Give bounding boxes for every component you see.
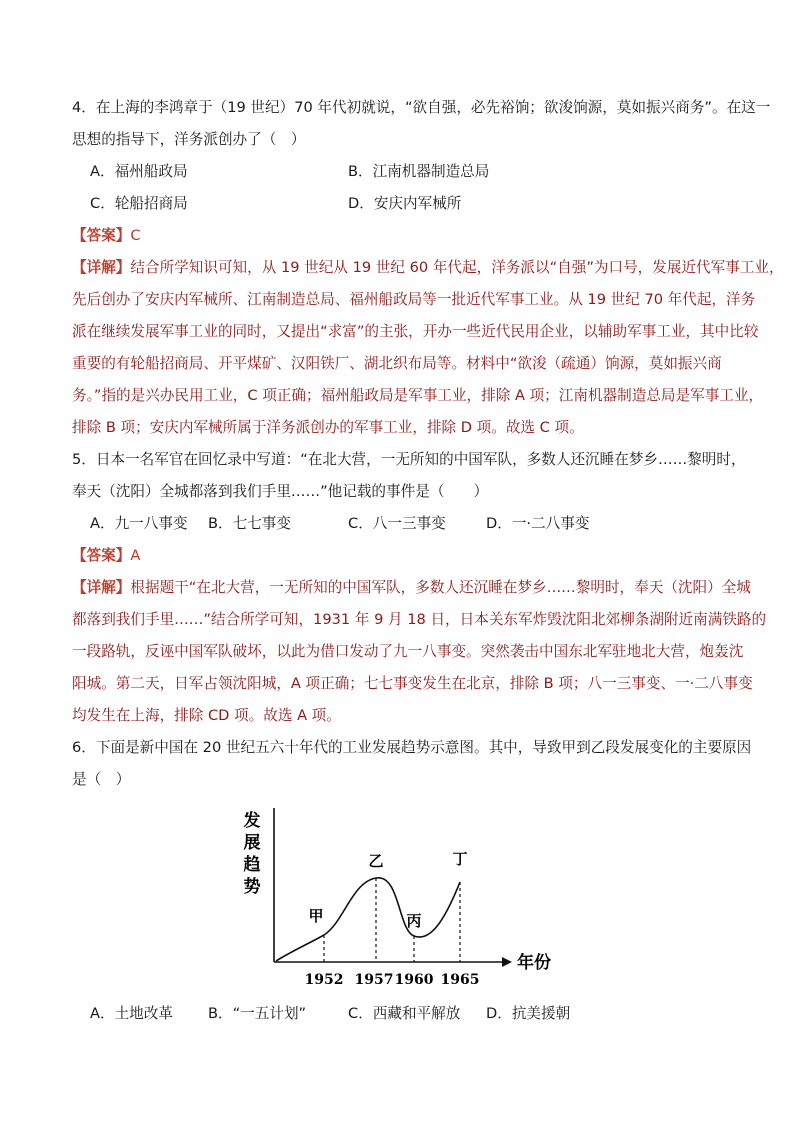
q6-stem-line1: 6．下面是新中国在 20 世纪五六十年代的工业发展趋势示意图。其中，导致甲到乙段发展变化的主要原因	[72, 739, 752, 756]
trend-chart-svg	[232, 798, 552, 998]
point-label-bing: 丙	[406, 912, 422, 930]
q5-stem-line1: 5．日本一名军官在回忆录中写道：“在北大营，一无所知的中国军队，多数人还沉睡在梦乡……黎明时，	[72, 451, 746, 468]
q4-options-row1	[72, 156, 732, 188]
q5-option-b: B．七七事变	[208, 515, 291, 532]
q6-stem-line2: 是（ ）	[72, 771, 131, 788]
trend-curve	[276, 878, 460, 961]
x-label: 年份	[517, 953, 551, 973]
q6-option-b: B．“一五计划”	[208, 1005, 307, 1022]
q4-option-d: D．安庆内军械所	[348, 195, 462, 212]
q4-stem-line2: 思想的指导下，洋务派创办了（ ）	[72, 131, 306, 148]
x-tick-1960: 1960	[394, 972, 434, 988]
q5-options-row	[72, 508, 732, 540]
q6-option-a: A．土地改革	[90, 1005, 173, 1022]
q4-option-c: C．轮船招商局	[90, 195, 188, 212]
x-tick-1965: 1965	[440, 972, 480, 988]
point-label-ding: 丁	[452, 850, 468, 868]
q5-detail-line1	[72, 572, 751, 604]
q5-answer-tag: 【答案】	[72, 547, 131, 564]
q6-option-c: C．西藏和平解放	[348, 1005, 461, 1022]
q4-detail-tag: 【详解】	[72, 259, 131, 276]
q4-answer-value: C	[130, 227, 141, 244]
q4-answer	[72, 220, 732, 252]
q5-detail-line5: 均发生在上海，排除 CD 项。故选 A 项。	[72, 707, 341, 724]
q6-option-d: D．抗美援朝	[486, 1005, 571, 1022]
q4-options-row2	[72, 188, 732, 220]
q4-detail-line2: 先后创办了安庆内军械所、江南制造总局、福州船政局等一批近代军事工业。从 19 世纪 70 年代起，洋务	[72, 291, 756, 308]
y-label-char-3: 趋	[243, 855, 261, 875]
document-page	[72, 92, 784, 1030]
x-tick-1952: 1952	[304, 972, 344, 988]
q5-detail-line4: 阳城。第二天，日军占领沈阳城，A 项正确；七七事变发生在北京，排除 B 项；八一三事变、一·二八事变	[72, 675, 753, 692]
y-label-char-4: 势	[243, 877, 261, 897]
q5-option-d: D．一·二八事变	[486, 515, 590, 532]
q4-detail-line1	[72, 252, 784, 284]
q4-detail-text-1: 结合所学知识可知，从 19 世纪从 19 世纪 60 年代起，洋务派以“自强”为口号，发展近代军事工业，	[130, 259, 784, 276]
q4-detail-line4: 重要的有轮船招商局、开平煤矿、汉阳铁厂、湖北织布局等。材料中“欲浚（疏通）饷源，莫如振兴商	[72, 355, 722, 372]
q5-detail-line3: 一段路轨，反诬中国军队破坏，以此为借口发动了九一八事变。突然袭击中国东北军驻地北大营，炮轰沈	[72, 643, 744, 660]
q4-detail-line6: 排除 B 项；安庆内军械所属于洋务派创办的军事工业，排除 D 项。故选 C 项。	[72, 419, 584, 436]
q4-stem-line1: 4．在上海的李鸿章于（19 世纪）70 年代初就说，“欲自强，必先裕饷；欲浚饷源，莫如振兴商务”。在这一	[72, 99, 771, 116]
q5-detail-text-1: 根据题干“在北大营，一无所知的中国军队，多数人还沉睡在梦乡……黎明时，奉天（沈阳）全城	[130, 579, 751, 596]
q5-option-a: A．九一八事变	[90, 515, 188, 532]
x-axis-arrow	[502, 957, 512, 967]
point-label-yi: 乙	[368, 852, 384, 870]
q5-answer	[72, 540, 732, 572]
y-label-char-1: 发	[243, 811, 261, 831]
y-label-char-2: 展	[243, 833, 261, 853]
q5-answer-value: A	[130, 547, 141, 564]
q5-detail-tag: 【详解】	[72, 579, 131, 596]
q5-option-c: C．八一三事变	[348, 515, 446, 532]
q5-stem-line2: 奉天（沈阳）全城都落到我们手里……”他记载的事件是（ ）	[72, 483, 489, 500]
point-label-jia: 甲	[308, 907, 324, 925]
q4-detail-line5: 务。”指的是兴办民用工业，C 项正确；福州船政局是军事工业，排除 A 项；江南机器制造总局是军事工业，	[72, 387, 764, 404]
q5-detail-line2: 都落到我们手里……”结合所学可知，1931 年 9 月 18 日，日本关东军炸毁沈阳北郊柳条湖附近南满铁路的	[72, 611, 767, 628]
x-tick-1957: 1957	[354, 972, 394, 988]
q4-option-a: A．福州船政局	[90, 163, 188, 180]
q6-options-row	[72, 998, 732, 1030]
q4-answer-tag: 【答案】	[72, 227, 131, 244]
trend-chart	[232, 798, 552, 998]
q4-option-b: B．江南机器制造总局	[348, 163, 490, 180]
q4-detail-line3: 派在继续发展军事工业的同时，又提出“求富”的主张，开办一些近代民用企业，以辅助军事工业，其中比较	[72, 323, 759, 340]
